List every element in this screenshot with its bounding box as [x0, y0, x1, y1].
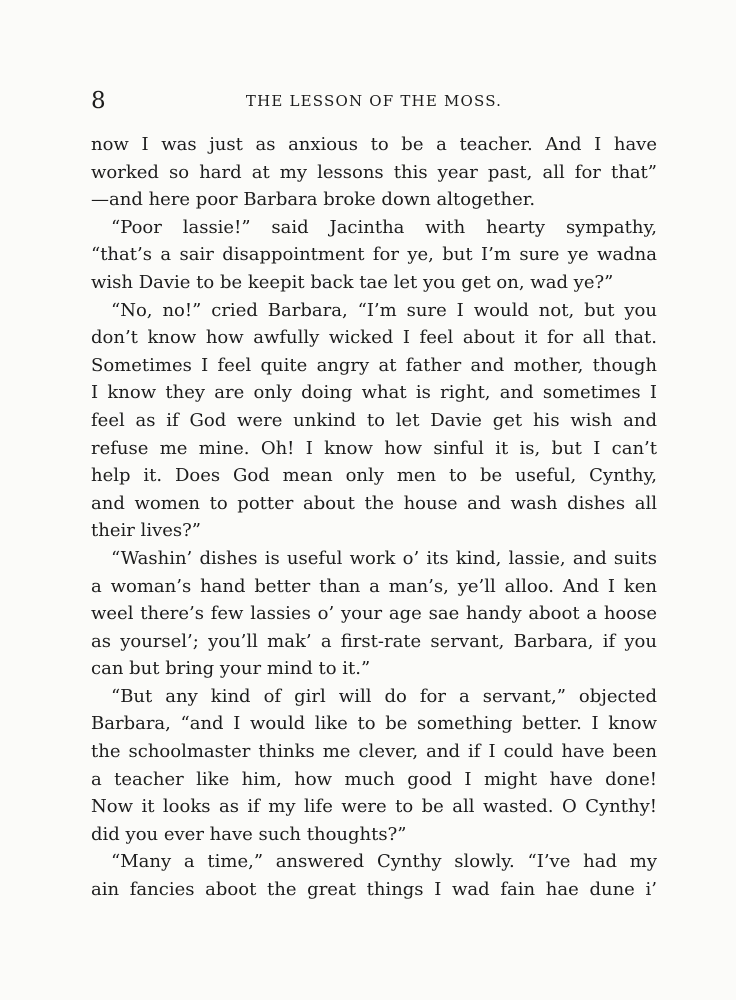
- text-line: I know they are only doing what is right, and sometimes I: [91, 382, 657, 404]
- text-line: “that’s a sair disappointment for ye, but I’m sure ye wadna: [91, 244, 657, 266]
- text-line: feel as if God were unkind to let Davie get his wish and: [91, 409, 657, 431]
- text-line: a woman’s hand better than a man’s, ye’ll alloo. And I ken: [91, 575, 657, 597]
- running-title: THE LESSON OF THE MOSS.: [245, 92, 503, 110]
- text-line: did you ever have such thoughts?”: [91, 823, 407, 845]
- text-line: worked so hard at my lessons this year past, all for that”: [91, 161, 657, 183]
- text-line: a teacher like him, how much good I might have done!: [91, 768, 657, 790]
- text-line: now I was just as anxious to be a teacher. And I have: [91, 134, 657, 155]
- text-line: wish Davie to be keepit back tae let you get on, wad ye?”: [91, 271, 614, 293]
- text-line: help it. Does God mean only men to be useful, Cynthy,: [91, 465, 657, 487]
- text-line: “Washin’ dishes is useful work o’ its kind, lassie, and suits: [111, 547, 657, 569]
- text-line: “Many a time,” answered Cynthy slowly. “I’ve had my: [111, 851, 657, 873]
- text-line: don’t know how awfully wicked I feel about it for all that.: [91, 327, 657, 349]
- text-line: Sometimes I feel quite angry at father and mother, though: [91, 354, 657, 376]
- text-line: as yoursel’; you’ll mak’ a first-rate servant, Barbara, if you: [91, 630, 657, 652]
- running-head: [91, 86, 657, 116]
- text-line: Barbara, “and I would like to be something better. I know: [91, 713, 657, 735]
- text-line: and women to potter about the house and wash dishes all: [91, 492, 657, 514]
- page-number: 8: [91, 88, 106, 114]
- text-line: their lives?”: [91, 520, 201, 542]
- text-line: weel there’s few lassies o’ your age sae handy aboot a hoose: [91, 603, 657, 625]
- body-text: [91, 131, 657, 904]
- text-line: “No, no!” cried Barbara, “I’m sure I would not, but you: [111, 299, 657, 321]
- text-line: ain fancies aboot the great things I wad fain hae dune i’: [91, 879, 657, 901]
- text-line: the schoolmaster thinks me clever, and if I could have been: [91, 741, 657, 763]
- text-line: “But any kind of girl will do for a servant,” objected: [111, 685, 657, 707]
- text-line: “Poor lassie!” said Jacintha with hearty sympathy,: [111, 216, 657, 238]
- text-line: can but bring your mind to it.”: [91, 658, 371, 680]
- text-line: refuse me mine. Oh! I know how sinful it is, but I can’t: [91, 437, 657, 459]
- text-line: Now it looks as if my life were to be all wasted. O Cynthy!: [91, 796, 657, 818]
- text-line: —and here poor Barbara broke down altogether.: [91, 189, 536, 211]
